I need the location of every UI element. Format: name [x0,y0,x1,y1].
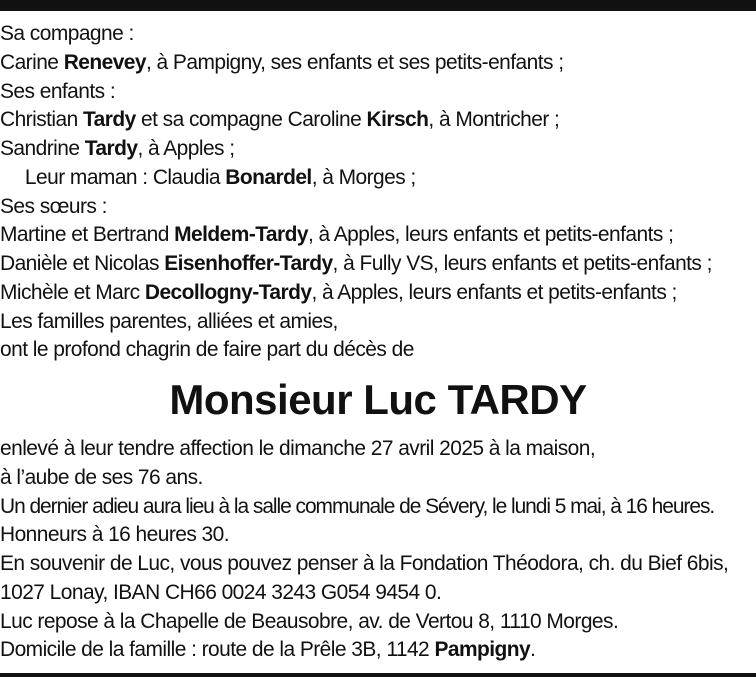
text-segment: . [530,638,536,662]
text-segment: En souvenir de Luc, vous pouvez penser à la Fondation Théodora, ch. du Bief 6bis, [0,552,729,575]
text-segment: , à Morges ; [311,165,416,189]
line-child-christian [0,106,754,135]
bold-name: Tardy [84,137,138,160]
line-family-address [0,636,754,665]
line-age [0,464,754,493]
text-segment: Ses enfants : [0,79,116,103]
bold-name: Decollogny-Tardy [144,280,312,304]
line-children-heading [0,78,754,107]
text-segment: , à Apples ; [137,137,235,160]
text-segment: , à Pampigny, ses enfants et ses petits-enfants ; [146,50,564,74]
deceased-name: Monsieur Luc TARDY [169,376,587,423]
line-donation [0,550,754,579]
text-segment: Ses sœurs : [0,194,107,218]
bold-name: Tardy [82,108,136,132]
bold-name: Pampigny [434,638,531,662]
line-companion-heading [0,20,754,49]
text-segment: , à Apples, leurs enfants et petits-enfants ; [307,223,674,247]
line-sister-martine [0,221,754,250]
text-segment: enlevé à leur tendre affection le dimanche 27 avril 2025 à la maison, [0,437,596,460]
line-farewell [0,493,754,522]
text-segment: , à Fully VS, leurs enfants et petits-enfants ; [332,252,712,275]
text-segment: Michèle et Marc [0,280,145,304]
text-segment: ont le profond chagrin de faire part du décès de [0,338,414,362]
text-segment: Sa compagne : [0,22,134,45]
text-segment: Danièle et Nicolas [0,252,165,275]
text-segment: à l’aube de ses 76 ans. [0,465,203,489]
text-segment: , à Apples, leurs enfants et petits-enfants ; [311,280,677,304]
bottom-rule [0,673,756,677]
details-section [0,435,756,665]
family-section [0,20,756,365]
text-segment: et sa compagne Caroline [135,108,367,132]
bold-name: Renevey [63,50,147,74]
top-rule [0,0,756,11]
obituary-notice [0,20,756,665]
line-announcement-intro [0,336,754,365]
line-honours [0,521,754,550]
line-sister-michele [0,279,754,308]
text-segment: Sandrine [0,137,85,160]
line-passing [0,435,754,464]
line-sisters-heading [0,193,754,222]
text-segment: Un dernier adieu aura lieu à la salle communale de Sévery, le lundi 5 mai, à 16 heures. [0,494,715,518]
line-child-sandrine [0,135,754,164]
text-segment: Honneurs à 16 heures 30. [0,523,230,547]
line-relatives [0,308,754,337]
bold-name: Eisenhoffer-Tardy [164,252,333,275]
bold-name: Bonardel [225,165,312,189]
line-resting-place [0,608,754,637]
line-sister-daniele [0,250,754,279]
text-segment: Leur maman : Claudia [24,165,226,189]
text-segment: Domicile de la famille : route de la Prêle 3B, 1142 [0,638,435,662]
text-segment: , à Montricher ; [428,108,560,132]
text-segment: Les familles parentes, alliées et amies, [0,309,338,333]
text-segment: Carine [0,50,64,74]
line-donation-iban [0,579,754,608]
text-segment: Luc repose à la Chapelle de Beausobre, av. de Vertou 8, 1110 Morges. [0,609,619,633]
text-segment: 1027 Lonay, IBAN CH66 0024 3243 G054 9454 0. [0,580,442,604]
text-segment: Christian [0,108,83,132]
text-segment: Martine et Bertrand [0,223,175,247]
bold-name: Meldem-Tardy [174,223,308,247]
line-children-mother [0,164,754,193]
bold-name: Kirsch [366,108,429,132]
line-companion [0,49,754,78]
